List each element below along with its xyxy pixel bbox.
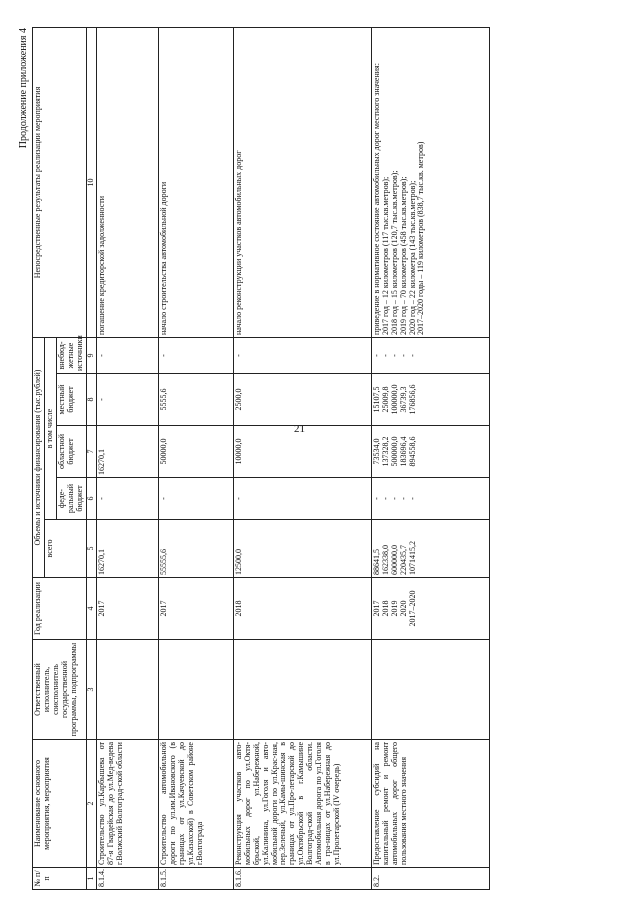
row-extra: - [96, 338, 158, 374]
column-number: 10 [86, 28, 96, 338]
header-local: местный бюджет [56, 374, 86, 426]
row-federal: - - - - - [371, 478, 489, 520]
header-num: № п/п [33, 868, 87, 890]
column-number: 7 [86, 426, 96, 478]
table-row [158, 28, 233, 890]
row-executor [371, 640, 489, 740]
row-year: 2018 [233, 578, 371, 640]
column-number: 4 [86, 578, 96, 640]
row-result: погашение кредиторской задолженности [96, 28, 158, 338]
row-local: 15107,5 25009,8 100000,0 36739,3 176856,6 [371, 374, 489, 426]
header-incl: в том числе [44, 338, 56, 520]
row-local: - [96, 374, 158, 426]
row-name: Реконструкция участков авто-мобильных дорог по ул.Октя-брьской, ул.Набережной, ул.Калинина, ул.Гоголя и авто-мобильной дороги по ул.Крас-ная, пер.Зеленый, ул.Камы-шинская в границах от ул.Про-летарской до ул.Октябрьской в г.Камышине Волгоград-ской области. Автомобильная дорога по ул.Гоголя в гра-ницах от ул.Набережная до ул.Пролетарской (IV очередь) [233, 740, 371, 868]
row-name: Строительство автомобильной дороги по ул.им.Ивановского (в границах от ул.Качуевской до ул.Казахской) в Советском районе г.Волгограда [158, 740, 233, 868]
rotated-page-content [16, 28, 626, 890]
appendix-label: Продолжение приложения 4 [18, 28, 29, 149]
row-regional: 10000,0 [233, 426, 371, 478]
row-extra: - [233, 338, 371, 374]
row-total: 55555,6 [158, 520, 233, 578]
column-number: 6 [86, 478, 96, 520]
row-year: 2017 [158, 578, 233, 640]
row-executor [158, 640, 233, 740]
header-name: Наименование основного мероприятия, мероприятия [33, 740, 87, 868]
row-year: 2017 [96, 578, 158, 640]
row-federal: - [233, 478, 371, 520]
header-federal: феде-ральный бюджет [56, 478, 86, 520]
row-federal: - [96, 478, 158, 520]
row-local: 2500,0 [233, 374, 371, 426]
funding-table [32, 27, 490, 890]
row-executor [96, 640, 158, 740]
row-total: 12500,0 [233, 520, 371, 578]
column-number: 8 [86, 374, 96, 426]
header-total: всего [44, 520, 86, 578]
row-number: 8.1.5. [158, 868, 233, 890]
table-row [371, 28, 489, 890]
column-number: 3 [86, 640, 96, 740]
row-number: 8.1.6. [233, 868, 371, 890]
column-number: 1 [86, 868, 96, 890]
row-result: начало реконструкции участков автомобильных дорог [233, 28, 371, 338]
column-number: 9 [86, 338, 96, 374]
column-number: 5 [86, 520, 96, 578]
header-executor: Ответственный исполнитель, соисполнитель государственной программы, подпрограммы [33, 640, 87, 740]
row-name: Строительство ул.Карбышева от 87-я Гвардейская до ул.Мед-ведева г.Волжский Волгоград-ской области [96, 740, 158, 868]
header-funding: Объемы и источники финансирования (тыс.рублей) [33, 338, 45, 578]
row-year: 2017 2018 2019 2020 2017–2020 [371, 578, 489, 640]
header-extra: внебюд-жетные источники [56, 338, 86, 374]
header-year: Год реализации [33, 578, 87, 640]
row-local: 5555,6 [158, 374, 233, 426]
header-results: Непосредственные результаты реализации мероприятия [33, 28, 87, 338]
row-extra: - - - - - [371, 338, 489, 374]
row-result: начало строительства автомобильной дороги [158, 28, 233, 338]
table-row [96, 28, 158, 890]
row-regional: 73534,0 137328,2 500000,0 183696,4 894558,6 [371, 426, 489, 478]
column-numbers-row [86, 28, 96, 890]
row-regional: 16270,1 [96, 426, 158, 478]
column-number: 2 [86, 740, 96, 868]
row-extra: - [158, 338, 233, 374]
row-regional: 50000,0 [158, 426, 233, 478]
row-executor [233, 640, 371, 740]
header-regional: областной бюджет [56, 426, 86, 478]
row-federal: - [158, 478, 233, 520]
header-row-1 [33, 28, 45, 890]
row-result: приведение в нормативное состояние автомобильных дорог местного значения: 2017 год – 12 километров (117 тыс.кв.метров); 2018 год – 15 километров (120,7 тыс.кв.метров); 2019 год – 70 километров (458 тыс.кв.метров); 2020 год – 22 километра (143 тыс.кв.метров); 2017–2020 годы – 119 километров (838,7 тыс.кв. метров) [371, 28, 489, 338]
row-total: 16270,1 [96, 520, 158, 578]
row-number: 8.1.4. [96, 868, 158, 890]
row-total: 88641,5 162338,0 600000,0 220435,7 1071415,2 [371, 520, 489, 578]
row-number: 8.2. [371, 868, 489, 890]
table-row [233, 28, 371, 890]
row-name: Предоставление субсидий на капитальный ремонт и ремонт автомобильных дорог общего пользования местного значения [371, 740, 489, 868]
page-number: 21 [294, 423, 305, 435]
